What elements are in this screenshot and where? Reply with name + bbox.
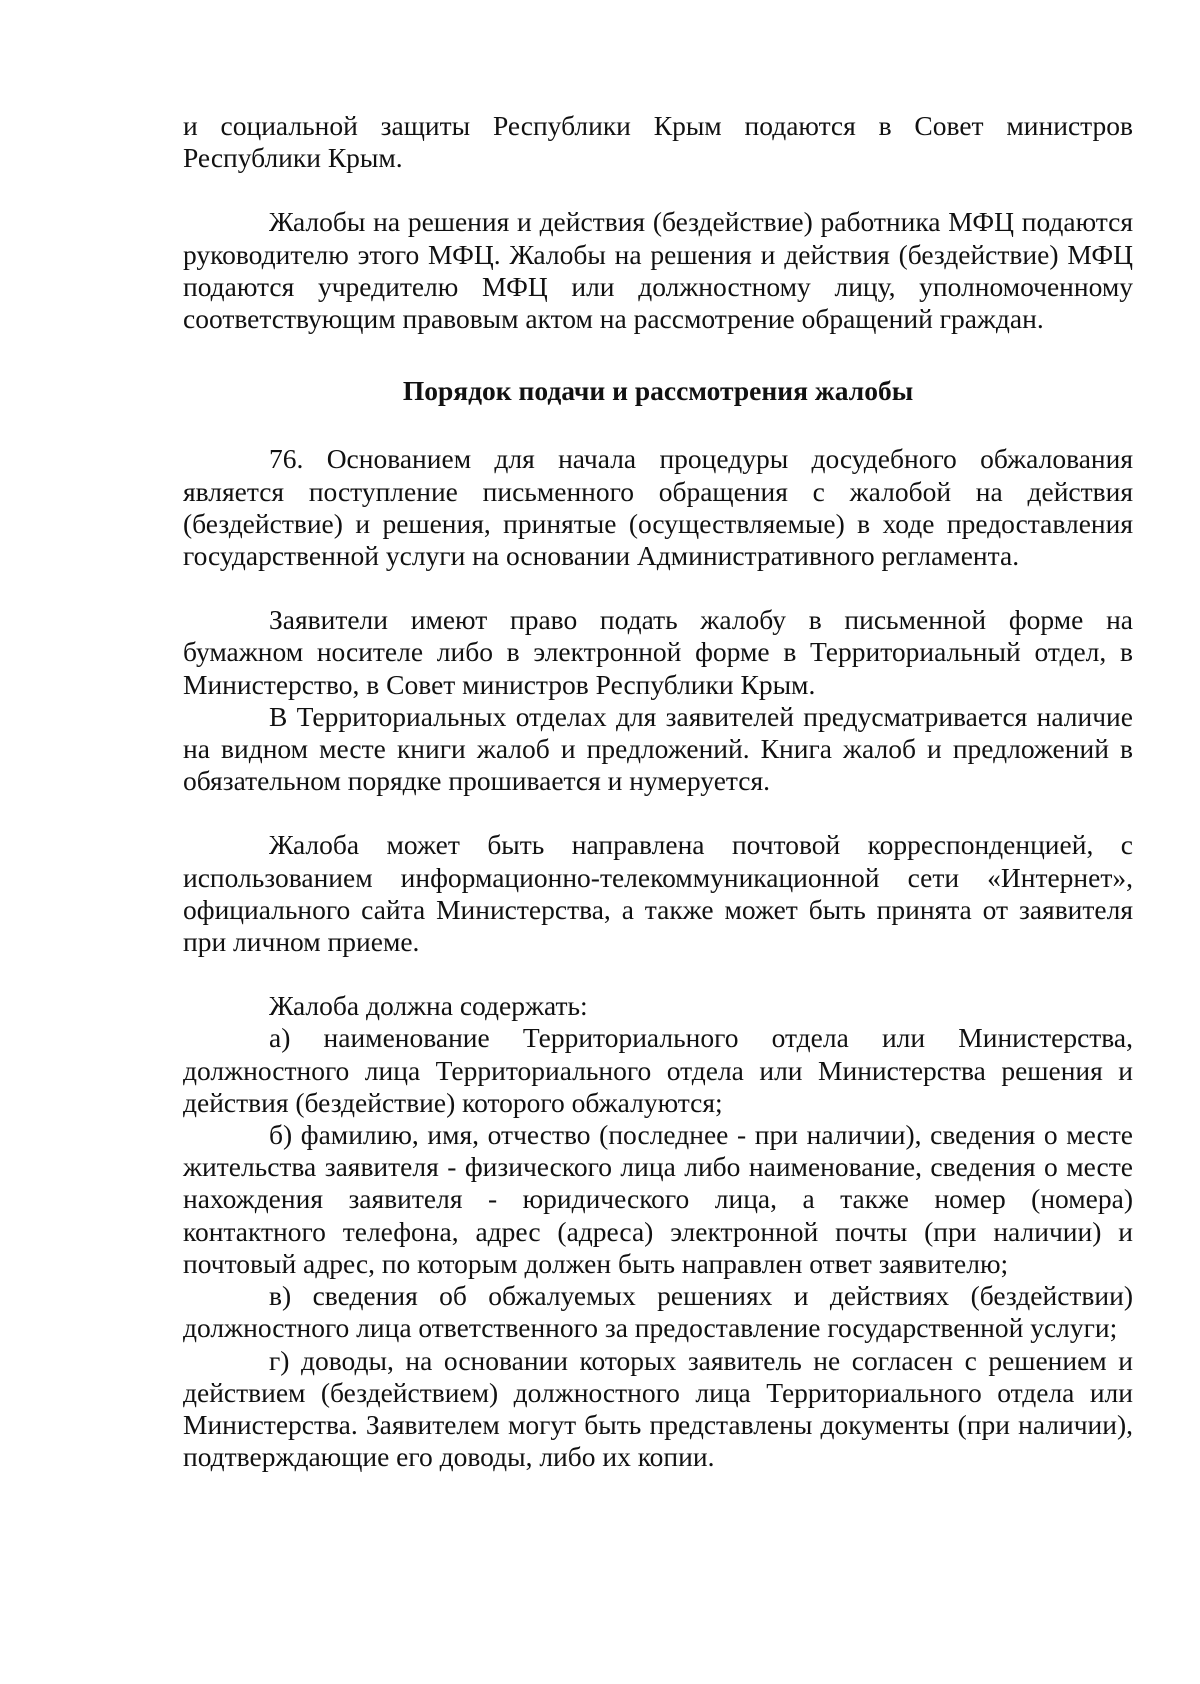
complaint-channels-paragraph: Жалоба может быть направлена почтовой корреспонденцией, с использованием информационно-телекоммуникационной сети «Интернет», официального сайта Министерства, а также может быть принята от заявителя при личном приеме. bbox=[183, 829, 1133, 958]
list-item-a: а) наименование Территориального отдела или Министерства, должностного лица Территориального отдела или Министерства решения и действия (бездействие) которого обжалуются; bbox=[183, 1022, 1133, 1118]
list-item-b: б) фамилию, имя, отчество (последнее - при наличии), сведения о месте жительства заявителя - физического лица либо наименование, сведения о месте нахождения заявителя - юридического лица, а также номер (номера) контактного телефона, адрес (адреса) электронной почты (при наличии) и почтовый адрес, по которым должен быть направлен ответ заявителю; bbox=[183, 1119, 1133, 1279]
applicants-right-paragraph: Заявители имеют право подать жалобу в письменной форме на бумажном носителе либо в электронной форме в Территориальный отдел, в Министерство, в Совет министров Республики Крым. bbox=[183, 604, 1133, 700]
continuation-paragraph: и социальной защиты Республики Крым подаются в Совет министров Республики Крым. bbox=[183, 110, 1133, 174]
list-intro: Жалоба должна содержать: bbox=[269, 990, 588, 1022]
section-heading: Порядок подачи и рассмотрения жалобы bbox=[402, 375, 914, 407]
document-body bbox=[183, 110, 1133, 1473]
complaint-book-paragraph: В Территориальных отделах для заявителей предусматривается наличие на видном месте книги жалоб и предложений. Книга жалоб и предложений в обязательном порядке прошивается и нумеруется. bbox=[183, 700, 1133, 797]
clause-76-paragraph: 76. Основанием для начала процедуры досудебного обжалования является поступление письменного обращения с жалобой на действия (бездействие) и решения, принятые (осуществляемые) в ходе предоставления государственной услуги на основании Административного регламента. bbox=[183, 443, 1133, 572]
mfc-complaints-paragraph: Жалобы на решения и действия (бездействие) работника МФЦ подаются руководителю этого МФЦ. Жалобы на решения и действия (бездействие) МФЦ подаются учредителю МФЦ или должностному лицу, уполномоченному соответствующим правовым актом на рассмотрение обращений граждан. bbox=[183, 206, 1133, 335]
list-item-c: в) сведения об обжалуемых решениях и действиях (бездействии) должностного лица ответственного за предоставление государственной услуги; bbox=[183, 1280, 1133, 1344]
list-item-d: г) доводы, на основании которых заявитель не согласен с решением и действием (бездействием) должностного лица Территориального отдела или Министерства. Заявителем могут быть представлены документы (при наличии), подтверждающие его доводы, либо их копии. bbox=[183, 1344, 1133, 1473]
